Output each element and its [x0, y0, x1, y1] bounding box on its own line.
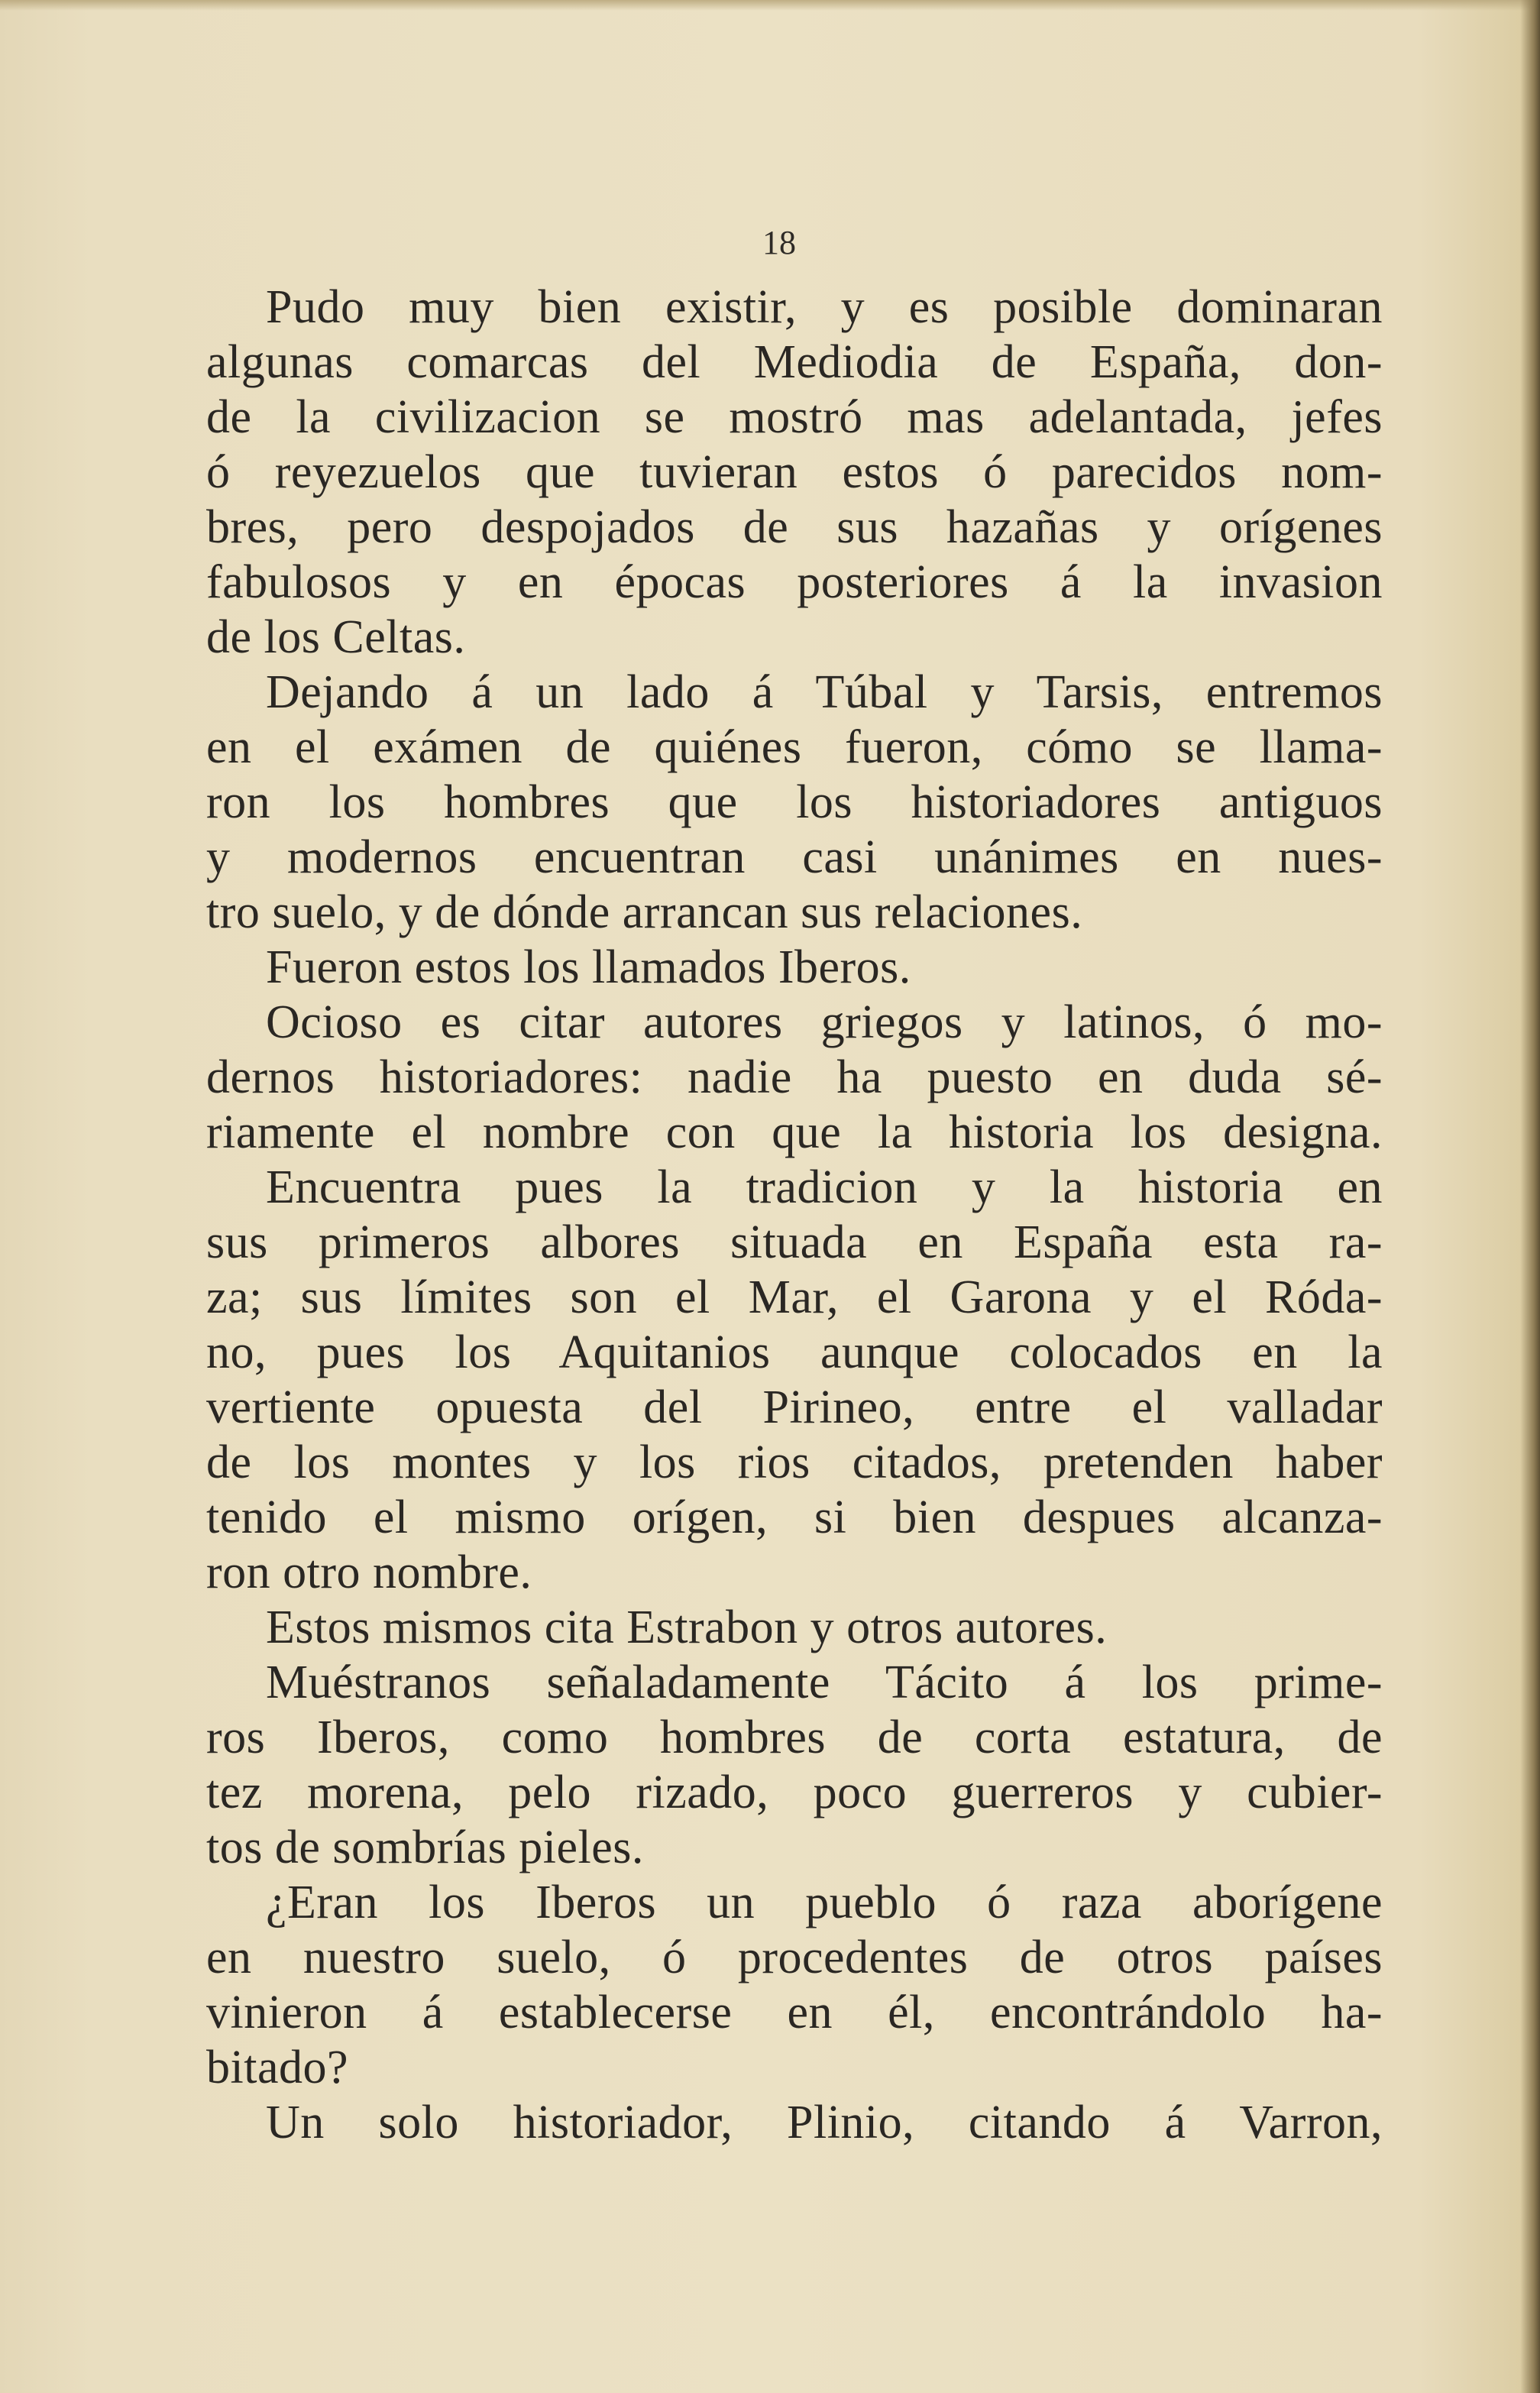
text-line: y modernos encuentran casi unánimes en nues- — [206, 831, 1383, 883]
text-line: bres, pero despojados de sus hazañas y orígenes — [206, 501, 1383, 553]
text-line: tenido el mismo orígen, si bien despues alcanza- — [206, 1491, 1383, 1543]
text-line: algunas comarcas del Mediodia de España, don- — [206, 336, 1383, 388]
page-binding-edge — [1520, 0, 1540, 2393]
text-line: tro suelo, y de dónde arrancan sus relaciones. — [206, 886, 1083, 938]
text-line: ó reyezuelos que tuvieran estos ó parecidos nom- — [206, 446, 1383, 498]
text-line: vinieron á establecerse en él, encontrándolo ha- — [206, 1987, 1383, 2038]
text-line: ¿Eran los Iberos un pueblo ó raza aborígene — [266, 1877, 1383, 1928]
text-line: za; sus límites son el Mar, el Garona y el Róda- — [206, 1271, 1383, 1323]
text-line: Ocioso es citar autores griegos y latinos, ó mo- — [266, 996, 1383, 1048]
text-line: de los montes y los rios citados, pretenden haber — [206, 1436, 1383, 1488]
text-line: bitado? — [206, 2042, 348, 2093]
text-line: ron otro nombre. — [206, 1546, 532, 1598]
page-number: 18 — [762, 224, 796, 261]
text-line: no, pues los Aquitanios aunque colocados en la — [206, 1326, 1383, 1378]
text-line: riamente el nombre con que la historia los designa. — [206, 1106, 1383, 1158]
text-line: tos de sombrías pieles. — [206, 1821, 644, 1873]
text-line: tez morena, pelo rizado, poco guerreros y cubier- — [206, 1766, 1383, 1818]
text-line: Estos mismos cita Estrabon y otros autores. — [266, 1601, 1108, 1653]
text-line: de los Celtas. — [206, 611, 466, 663]
text-line: en el exámen de quiénes fueron, cómo se llama- — [206, 721, 1383, 773]
text-line: de la civilizacion se mostró mas adelantada, jefes — [206, 391, 1383, 443]
text-line: Encuentra pues la tradicion y la historia en — [266, 1161, 1383, 1213]
text-line: Dejando á un lado á Túbal y Tarsis, entremos — [266, 666, 1383, 718]
text-line: ron los hombres que los historiadores antiguos — [206, 776, 1383, 828]
text-line: dernos historiadores: nadie ha puesto en duda sé- — [206, 1051, 1383, 1103]
page-top-edge — [0, 0, 1540, 11]
text-line: sus primeros albores situada en España esta ra- — [206, 1216, 1383, 1268]
text-line: fabulosos y en épocas posteriores á la invasion — [206, 556, 1383, 608]
text-line: Un solo historiador, Plinio, citando á Varron, — [266, 2097, 1383, 2149]
body-text — [206, 280, 1383, 2150]
text-line: Fueron estos los llamados Iberos. — [266, 941, 911, 993]
text-line: vertiente opuesta del Pirineo, entre el valladar — [206, 1381, 1383, 1433]
text-line: Muéstranos señaladamente Tácito á los prime- — [266, 1656, 1383, 1708]
text-line: Pudo muy bien existir, y es posible dominaran — [266, 281, 1383, 333]
text-line: ros Iberos, como hombres de corta estatura, de — [206, 1711, 1383, 1763]
text-line: en nuestro suelo, ó procedentes de otros países — [206, 1932, 1383, 1983]
